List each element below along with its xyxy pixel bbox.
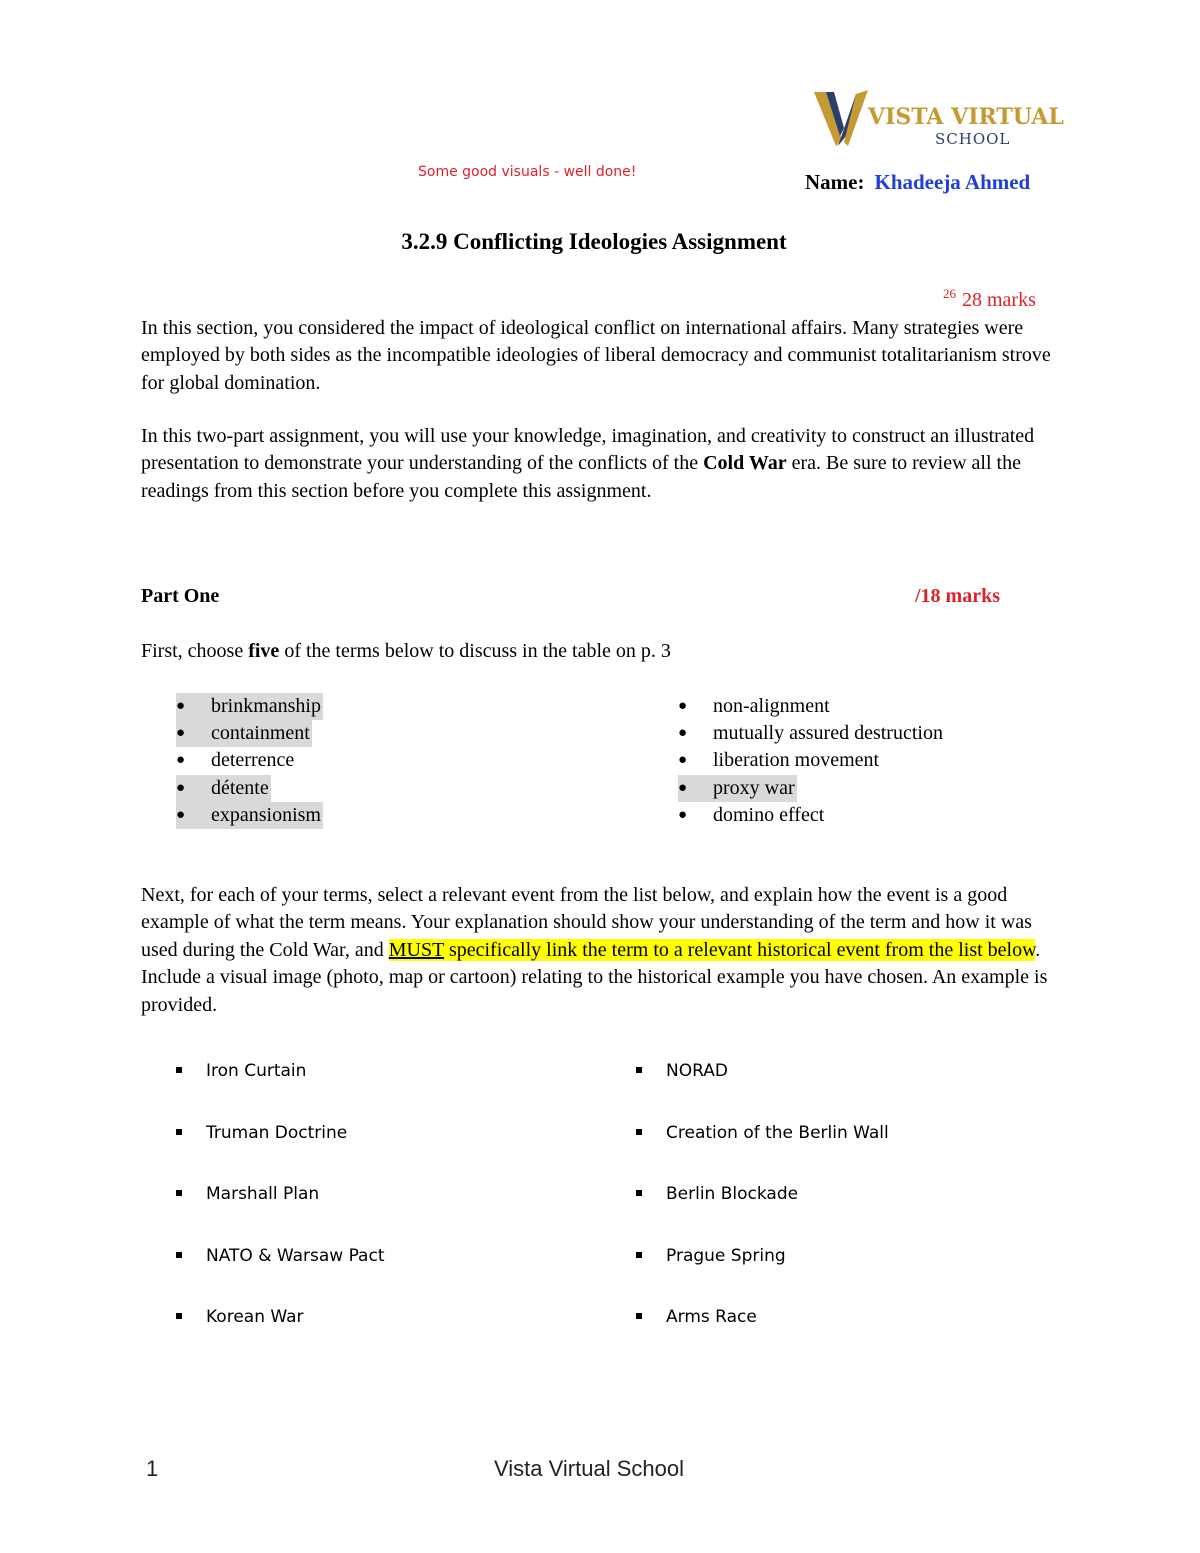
intro-text-a: In this two-part assignment, you will use your knowledge, imagination, and creativity to construct an illustrated presentation to demonstrate your understanding of the conflicts of the bbox=[141, 425, 1035, 475]
term-item bbox=[678, 775, 945, 802]
term-label: liberation movement bbox=[713, 749, 880, 772]
square-bullet-icon bbox=[176, 1313, 182, 1319]
bullet-icon: ● bbox=[678, 698, 688, 714]
vista-v-logo-icon bbox=[812, 88, 872, 154]
square-bullet-icon bbox=[636, 1252, 642, 1258]
marks-summary bbox=[943, 286, 1036, 312]
event-item bbox=[636, 1184, 798, 1204]
term-item bbox=[678, 720, 945, 747]
event-item bbox=[176, 1307, 304, 1327]
choose-text-a: First, choose bbox=[141, 640, 249, 662]
term-item bbox=[678, 802, 945, 829]
choose-text-b: of the terms below to discuss in the table on p. 3 bbox=[279, 640, 671, 662]
intro-paragraph-1: In this section, you considered the impact of ideological conflict on international affairs. Many strategies were employed by both sides as the incompatible ideologies of liberal democracy and communist totalitarianism strove for global domination. bbox=[141, 317, 1051, 394]
must-highlight: MUST bbox=[388, 938, 444, 961]
next-text-b: . Include a visual image (photo, map or cartoon) relating to the historical example you have chosen. An example is provided. bbox=[141, 938, 1048, 1016]
event-item bbox=[636, 1061, 728, 1081]
bullet-icon: ● bbox=[176, 693, 211, 720]
choose-five-bold: five bbox=[248, 640, 280, 662]
bullet-icon: ● bbox=[678, 725, 688, 742]
page-number: 1 bbox=[146, 1456, 159, 1481]
term-label: expansionism bbox=[211, 802, 323, 829]
event-label: NATO & Warsaw Pact bbox=[206, 1246, 385, 1266]
event-label: Iron Curtain bbox=[206, 1061, 307, 1081]
event-item bbox=[176, 1246, 384, 1266]
term-label: deterrence bbox=[211, 749, 295, 772]
next-instruction-paragraph bbox=[141, 882, 1071, 1019]
square-bullet-icon bbox=[176, 1252, 182, 1258]
name-label: Name: bbox=[805, 170, 865, 194]
term-label: non-alignment bbox=[713, 695, 830, 717]
bullet-icon: ● bbox=[678, 806, 688, 823]
footer-school-name: Vista Virtual School bbox=[494, 1456, 684, 1481]
event-item bbox=[636, 1246, 786, 1266]
student-name: Khadeeja Ahmed bbox=[874, 170, 1031, 194]
part-one-heading: Part One bbox=[141, 585, 220, 607]
event-item bbox=[636, 1307, 757, 1327]
event-label: Arms Race bbox=[666, 1307, 757, 1327]
event-label: Marshall Plan bbox=[206, 1184, 320, 1204]
square-bullet-icon bbox=[176, 1067, 182, 1073]
term-label: brinkmanship bbox=[211, 693, 323, 720]
term-item bbox=[176, 720, 323, 747]
page-title: 3.2.9 Conflicting Ideologies Assignment bbox=[401, 229, 787, 254]
square-bullet-icon bbox=[176, 1129, 182, 1135]
term-item bbox=[176, 775, 323, 802]
cold-war-bold: Cold War bbox=[703, 452, 787, 475]
logo-text-secondary: SCHOOL bbox=[935, 130, 1011, 148]
event-label: Prague Spring bbox=[666, 1246, 786, 1266]
bullet-icon: ● bbox=[176, 752, 186, 769]
bullet-icon: ● bbox=[176, 802, 211, 829]
link-highlight: specifically link the term to a relevant historical event from the list below bbox=[443, 938, 1036, 961]
event-item bbox=[176, 1184, 319, 1204]
bullet-icon: ● bbox=[176, 775, 211, 802]
term-item bbox=[678, 747, 945, 774]
term-label: domino effect bbox=[713, 803, 825, 826]
square-bullet-icon bbox=[636, 1129, 642, 1135]
choose-instruction bbox=[141, 640, 671, 663]
event-label: Creation of the Berlin Wall bbox=[666, 1123, 889, 1143]
term-label: mutually assured destruction bbox=[713, 722, 943, 745]
term-item bbox=[176, 693, 323, 720]
term-item bbox=[176, 747, 323, 774]
term-label: containment bbox=[211, 720, 312, 747]
term-item bbox=[176, 802, 323, 829]
square-bullet-icon bbox=[636, 1190, 642, 1196]
term-item bbox=[678, 693, 945, 720]
bullet-icon: ● bbox=[678, 752, 688, 769]
teacher-comment: Some good visuals - well done! bbox=[418, 164, 637, 180]
event-label: Korean War bbox=[206, 1307, 304, 1327]
marks-total: 28 marks bbox=[962, 289, 1036, 311]
bullet-icon: ● bbox=[176, 720, 211, 747]
terms-list-right bbox=[678, 693, 945, 829]
terms-list-left bbox=[176, 693, 323, 829]
square-bullet-icon bbox=[636, 1067, 642, 1073]
logo-text-primary: VISTA VIRTUAL bbox=[868, 104, 1064, 130]
part-one-marks: /18 marks bbox=[915, 585, 1000, 607]
event-item bbox=[176, 1061, 306, 1081]
event-label: Berlin Blockade bbox=[666, 1184, 799, 1204]
square-bullet-icon bbox=[176, 1190, 182, 1196]
term-label: détente bbox=[211, 775, 271, 802]
next-text-a: Next, for each of your terms, select a relevant event from the list below, and explain how the event is a good example of what the term means. Your explanation should show your understanding of the term and how it was used during the Cold War, and bbox=[141, 884, 1032, 961]
intro-paragraph-2 bbox=[141, 423, 1071, 505]
event-label: NORAD bbox=[666, 1061, 728, 1081]
square-bullet-icon bbox=[636, 1313, 642, 1319]
bullet-icon: ● bbox=[678, 775, 713, 802]
event-item bbox=[636, 1123, 889, 1143]
intro-text-b: era. Be sure to review all the readings from this section before you complete this assignment. bbox=[141, 452, 1021, 502]
marks-awarded: 26 bbox=[943, 286, 956, 301]
term-label: proxy war bbox=[713, 775, 797, 802]
event-label: Truman Doctrine bbox=[206, 1123, 348, 1143]
student-name-line bbox=[805, 170, 1030, 195]
event-item bbox=[176, 1123, 347, 1143]
